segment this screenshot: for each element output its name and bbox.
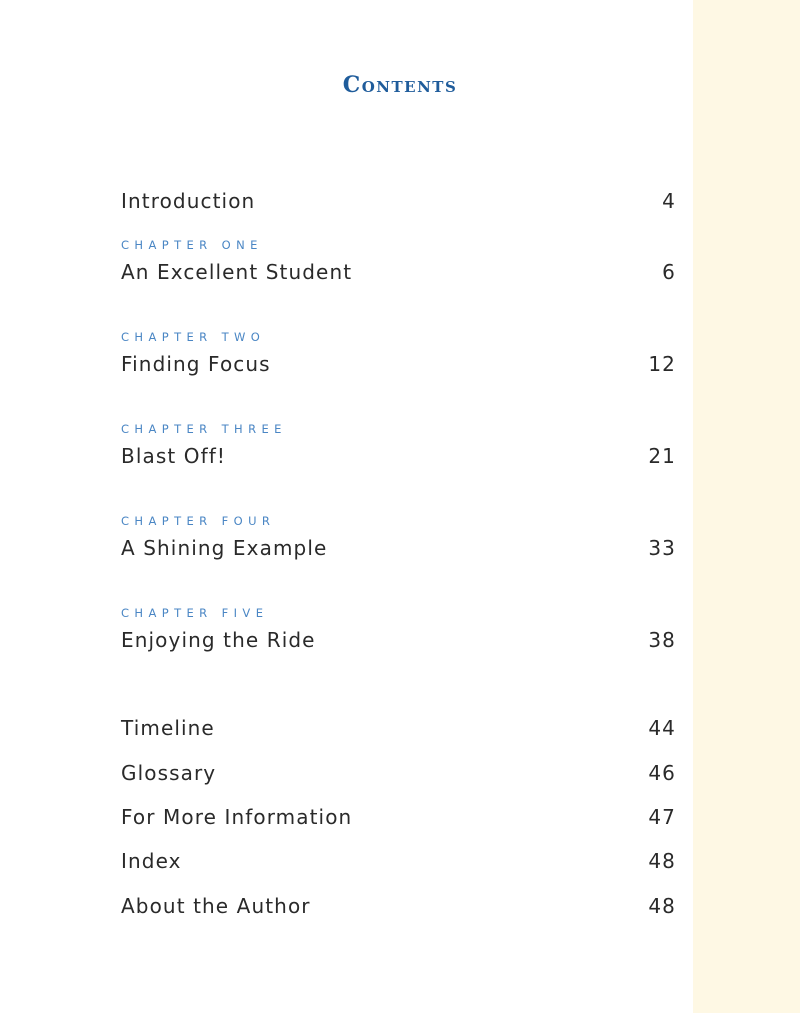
toc-entry-chapter-one[interactable] bbox=[121, 260, 676, 290]
toc-entry-label: For More Information bbox=[121, 805, 353, 829]
toc-entry-glossary[interactable] bbox=[121, 761, 676, 791]
toc-entry-label: Enjoying the Ride bbox=[121, 628, 316, 652]
toc-entry-chapter-two[interactable] bbox=[121, 352, 676, 382]
toc-entry-introduction[interactable] bbox=[121, 189, 676, 219]
toc-entry-page: 12 bbox=[648, 352, 676, 376]
toc-entry-for-more-information[interactable] bbox=[121, 805, 676, 835]
toc-entry-page: 46 bbox=[648, 761, 676, 785]
toc-entry-index[interactable] bbox=[121, 849, 676, 879]
toc-entry-about-the-author[interactable] bbox=[121, 894, 676, 924]
chapter-one-label: CHAPTER ONE bbox=[121, 238, 263, 252]
toc-entry-label: Index bbox=[121, 849, 182, 873]
toc-entry-timeline[interactable] bbox=[121, 716, 676, 746]
toc-entry-page: 48 bbox=[648, 849, 676, 873]
toc-entry-label: Finding Focus bbox=[121, 352, 271, 376]
toc-entry-page: 44 bbox=[648, 716, 676, 740]
toc-entry-chapter-five[interactable] bbox=[121, 628, 676, 658]
toc-entry-chapter-three[interactable] bbox=[121, 444, 676, 474]
toc-entry-page: 47 bbox=[648, 805, 676, 829]
toc-entry-label: About the Author bbox=[121, 894, 311, 918]
chapter-five-label: CHAPTER FIVE bbox=[121, 606, 269, 620]
toc-entry-page: 48 bbox=[648, 894, 676, 918]
toc-entry-page: 21 bbox=[648, 444, 676, 468]
toc-entry-label: Glossary bbox=[121, 761, 217, 785]
toc-entry-page: 4 bbox=[662, 189, 676, 213]
chapter-three-label: CHAPTER THREE bbox=[121, 422, 287, 436]
toc-entry-label: Timeline bbox=[121, 716, 215, 740]
toc-entry-label: Introduction bbox=[121, 189, 256, 213]
toc-entry-page: 33 bbox=[648, 536, 676, 560]
toc-entry-label: An Excellent Student bbox=[121, 260, 353, 284]
chapter-two-label: CHAPTER TWO bbox=[121, 330, 266, 344]
toc-entry-page: 38 bbox=[648, 628, 676, 652]
chapter-four-label: CHAPTER FOUR bbox=[121, 514, 276, 528]
toc-entry-page: 6 bbox=[662, 260, 676, 284]
side-margin-band bbox=[693, 0, 800, 1013]
toc-entry-label: Blast Off! bbox=[121, 444, 226, 468]
toc-entry-label: A Shining Example bbox=[121, 536, 328, 560]
page-title: Contents bbox=[342, 72, 458, 98]
toc-entry-chapter-four[interactable] bbox=[121, 536, 676, 566]
